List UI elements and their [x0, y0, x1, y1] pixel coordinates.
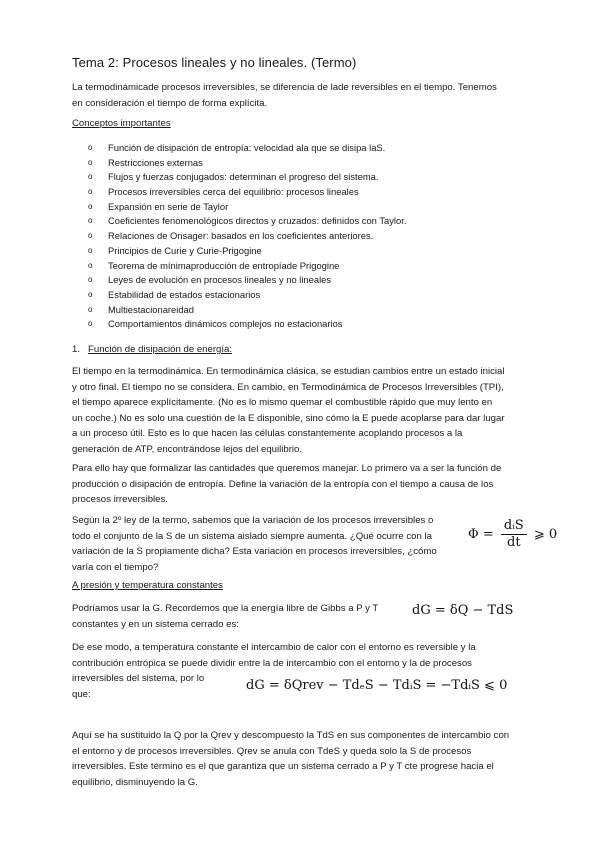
text-line: constantes y en un sistema cerrado es: [72, 618, 239, 630]
text-line: en consideración el tiempo de forma explícita. [72, 97, 268, 109]
list-item: o Función de disipación de entropía: velocidad ala que se disipa laS. [88, 141, 406, 156]
list-item: o Procesos irreversibles cerca del equilibrio: procesos lineales [88, 185, 406, 200]
list-item: o Teorema de mínimaproducción de entropíade Prigogine [88, 259, 406, 274]
text-line: el entorno y de procesos irreversibles. Qrev se anula con TdeS y queda solo la S de procesos [72, 745, 472, 757]
bullet-icon: o [88, 201, 93, 211]
subheading: A presión y temperatura constantes [72, 580, 223, 591]
text-line: generación de ATP, encontrándose lejos del equilibrio. [72, 443, 303, 455]
formalize-paragraph [72, 461, 530, 508]
bullet-icon: o [88, 172, 93, 182]
bullet-icon: o [88, 216, 93, 226]
list-item: o Estabilidad de estados estacionarios [88, 288, 406, 303]
text-line: el tiempo aparece explícitamente. (No es lo mismo quemar el combustible rápido que muy lento en [72, 397, 493, 408]
bullet-icon: o [88, 260, 93, 270]
text-line: La termodinámicade procesos irreversibles, se diferencia de lade reversibles en el tiempo. Tenemos [72, 82, 497, 93]
bullet-icon: o [88, 157, 93, 167]
text-line: procesos irreversibles. [72, 494, 168, 505]
text-line: un coche.) No es solo una cuestión de la E disponible, sino cómo la E puede acoplarse para dar lugar [72, 412, 505, 424]
text-line: que: [72, 688, 91, 700]
text-line: contribución entrópica se puede dividir entre la de intercambio con el entorno y la de procesos [72, 657, 472, 669]
list-item: o Comportamientos dinámicos complejos no estacionarios [88, 317, 406, 332]
bullet-icon: o [88, 275, 93, 285]
bullet-icon: o [88, 319, 93, 329]
intro-paragraph [72, 80, 530, 111]
time-paragraph [72, 364, 530, 457]
bullet-icon: o [88, 289, 93, 299]
list-item: o Multiestacionareidad [88, 303, 406, 318]
bullet-icon: o [88, 245, 93, 255]
text-line: equilibrio, disminuyendo la G. [72, 776, 198, 788]
list-item: o Principios de Curie y Curie-Prigogine [88, 244, 406, 259]
list-item: o Relaciones de Onsager: basados en los coeficientes anteriores. [88, 229, 406, 244]
list-item: o Restricciones externas [88, 156, 406, 171]
text-line: irreversibles. Este término es el que garantiza que un sistema cerrado a P y T cte progrese hacia el [72, 761, 494, 772]
substitution-paragraph [72, 728, 530, 790]
section-1-heading [72, 344, 232, 355]
section-title: Función de disipación de energía: [88, 344, 233, 355]
gibbs-equation: dG = δQ − TdS [412, 603, 514, 618]
list-item: o Flujos y fuerzas conjugados: determinan el progreso del sistema. [88, 170, 406, 185]
text-line: El tiempo en la termodinámica. En termodinámica clásica, se estudian cambios entre un estado inicial [72, 366, 505, 377]
entropy-equation: dG = δQrev − TdₑS − TdᵢS = −TdᵢS ⩽ 0 [246, 678, 508, 693]
text-line: a un proceso útil. Esto es lo que hacen las células constantemente acoplando procesos a la [72, 428, 463, 439]
section-number: 1. [72, 344, 81, 355]
text-line: Para ello hay que formalizar las cantidades que queremos manejar. Lo primero va a ser la función de [72, 463, 502, 474]
concepts-list [88, 141, 406, 332]
second-law-paragraph [72, 513, 467, 575]
text-line: De ese modo, a temperatura constante el intercambio de calor con el entorno es reversible y la [72, 642, 476, 653]
text-line: irreversibles del sistema, por lo [72, 673, 205, 684]
bullet-icon: o [88, 304, 93, 314]
bullet-icon: o [88, 187, 93, 197]
page-title: Tema 2: Procesos lineales y no lineales. (Termo) [72, 55, 357, 70]
text-line: varía con el tiempo? [72, 561, 159, 573]
text-line: y otro final. El tiempo no se considera. En cambio, en Termodinámica de Procesos Irreversibles (TPI), [72, 381, 504, 393]
gibbs-paragraph [72, 601, 402, 632]
fraction: $\frac{\text{dᵢS}}{dt}$ [501, 518, 527, 551]
list-item: o Coeficientes fenomenológicos directos y cruzados: definidos con Taylor. [88, 214, 406, 229]
list-item: o Expansión en serie de Taylor [88, 200, 406, 215]
bullet-icon: o [88, 231, 93, 241]
text-line: Según la 2º ley de la termo, sabemos que la variación de los procesos irreversibles o [72, 515, 434, 526]
text-line: producción o disipación de entropía. Define la variación de la entropía con el tiempo a causa de los [72, 478, 494, 490]
dissipation-equation: Φ = $\frac{\text{dᵢS}}{dt}$ ⩾ 0 [468, 518, 558, 550]
text-line: todo el conjunto de la S de un sistema aislado siempre aumenta. ¿Qué ocurre con la [72, 530, 432, 542]
list-item: o Leyes de evolución en procesos lineales y no lineales [88, 273, 406, 288]
text-line: Podríamos usar la G. Recordemos que la energía libre de Gibbs a P y T [72, 603, 379, 614]
bullet-icon: o [88, 143, 93, 152]
concepts-heading: Conceptos importantes [72, 118, 171, 129]
text-line: Aquí se ha sustituido la Q por la Qrev y descompuesto la TdS en sus componentes de intercambio con [72, 730, 510, 741]
text-line: variación de la S propiamente dicha? Esta variación en procesos irreversibles, ¿cómo [72, 546, 437, 557]
